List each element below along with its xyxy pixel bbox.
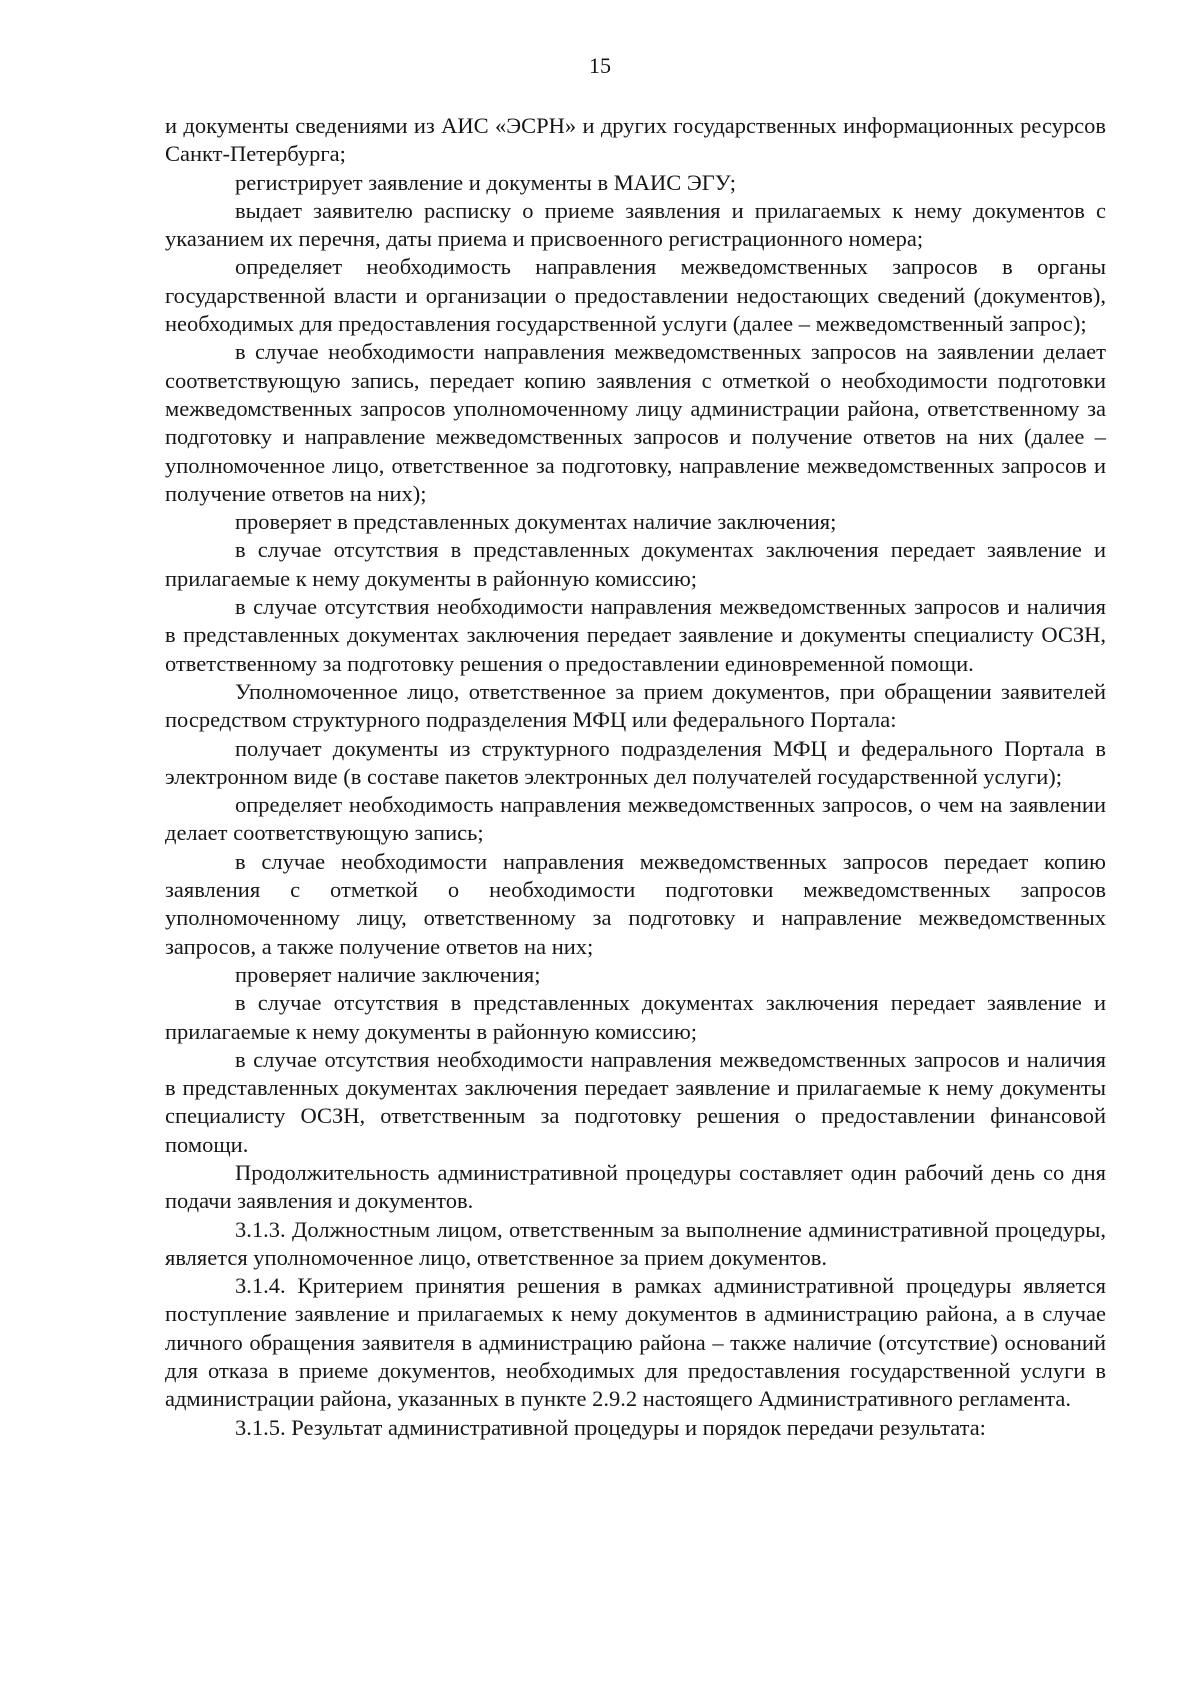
paragraph: в случае необходимости направления межведомственных запросов на заявлении делает соответствующую запись, передает копию заявления с отметкой о необходимости подготовки межведомственных запросов уполномоченному лицу администрации района, ответственному за подготовку и направление межведомственных запросов и получение ответов на них (далее – уполномоченное лицо, ответственное за подготовку, направление межведомственных запросов и получение ответов на них); bbox=[165, 339, 1106, 506]
paragraph: в случае отсутствия необходимости направления межведомственных запросов и наличия в представленных документах заключения передает заявление и прилагаемые к нему документы специалисту ОСЗН, ответственным за подготовку решения о предоставлении финансовой помощи. bbox=[165, 1046, 1106, 1157]
paragraph: в случае отсутствия необходимости направления межведомственных запросов и наличия в представленных документах заключения передает заявление и документы специалисту ОСЗН, ответственному за подготовку решения о предоставлении единовременной помощи. bbox=[165, 594, 1106, 676]
paragraph: в случае необходимости направления межведомственных запросов передает копию заявления с отметкой о необходимости подготовки межведомственных запросов уполномоченному лицу, ответственному за подготовку и направление межведомственных запросов, а также получение ответов на них; bbox=[165, 848, 1106, 959]
paragraph: определяет необходимость направления межведомственных запросов в органы государственной власти и организации о предоставлении недостающих сведений (документов), необходимых для предоставления государственной услуги (далее – межведомственный запрос); bbox=[165, 254, 1106, 337]
paragraph: регистрирует заявление и документы в МАИС ЭГУ; bbox=[235, 169, 737, 195]
page-number: 15 bbox=[589, 53, 611, 78]
paragraph: и документы сведениями из АИС «ЭСРН» и других государственных информационных ресурсов Санкт-Петербурга; bbox=[165, 113, 1106, 167]
paragraph: проверяет наличие заключения; bbox=[235, 961, 541, 987]
paragraph: получает документы из структурного подразделения МФЦ и федерального Портала в электронном виде (в составе пакетов электронных дел получателей государственной услуги); bbox=[165, 735, 1106, 789]
paragraph: 3.1.5. Результат административной процедуры и порядок передачи результата: bbox=[235, 1414, 986, 1440]
document-body bbox=[165, 112, 1106, 1442]
paragraph: проверяет в представленных документах наличие заключения; bbox=[235, 509, 837, 535]
paragraph: 3.1.3. Должностным лицом, ответственным за выполнение административной процедуры, является уполномоченное лицо, ответственное за прием документов. bbox=[165, 1216, 1106, 1270]
paragraph: определяет необходимость направления межведомственных запросов, о чем на заявлении делает соответствующую запись; bbox=[165, 792, 1106, 846]
paragraph: в случае отсутствия в представленных документах заключения передает заявление и прилагаемые к нему документы в районную комиссию; bbox=[165, 537, 1106, 591]
paragraph: выдает заявителю расписку о приеме заявления и прилагаемых к нему документов с указанием их перечня, даты приема и присвоенного регистрационного номера; bbox=[165, 197, 1106, 252]
paragraph: Уполномоченное лицо, ответственное за прием документов, при обращении заявителей посредством структурного подразделения МФЦ или федерального Портала: bbox=[165, 678, 1106, 733]
paragraph: в случае отсутствия в представленных документах заключения передает заявление и прилагаемые к нему документы в районную комиссию; bbox=[165, 990, 1106, 1044]
paragraph: Продолжительность административной процедуры составляет один рабочий день со дня подачи заявления и документов. bbox=[165, 1159, 1106, 1214]
paragraph: 3.1.4. Критерием принятия решения в рамках административной процедуры является поступление заявление и прилагаемых к нему документов в администрацию района, а в случае личного обращения заявителя в администрацию района – также наличие (отсутствие) оснований для отказа в приеме документов, необходимых для предоставления государственной услуги в администрации района, указанных в пункте 2.9.2 настоящего Административного регламента. bbox=[165, 1273, 1106, 1412]
